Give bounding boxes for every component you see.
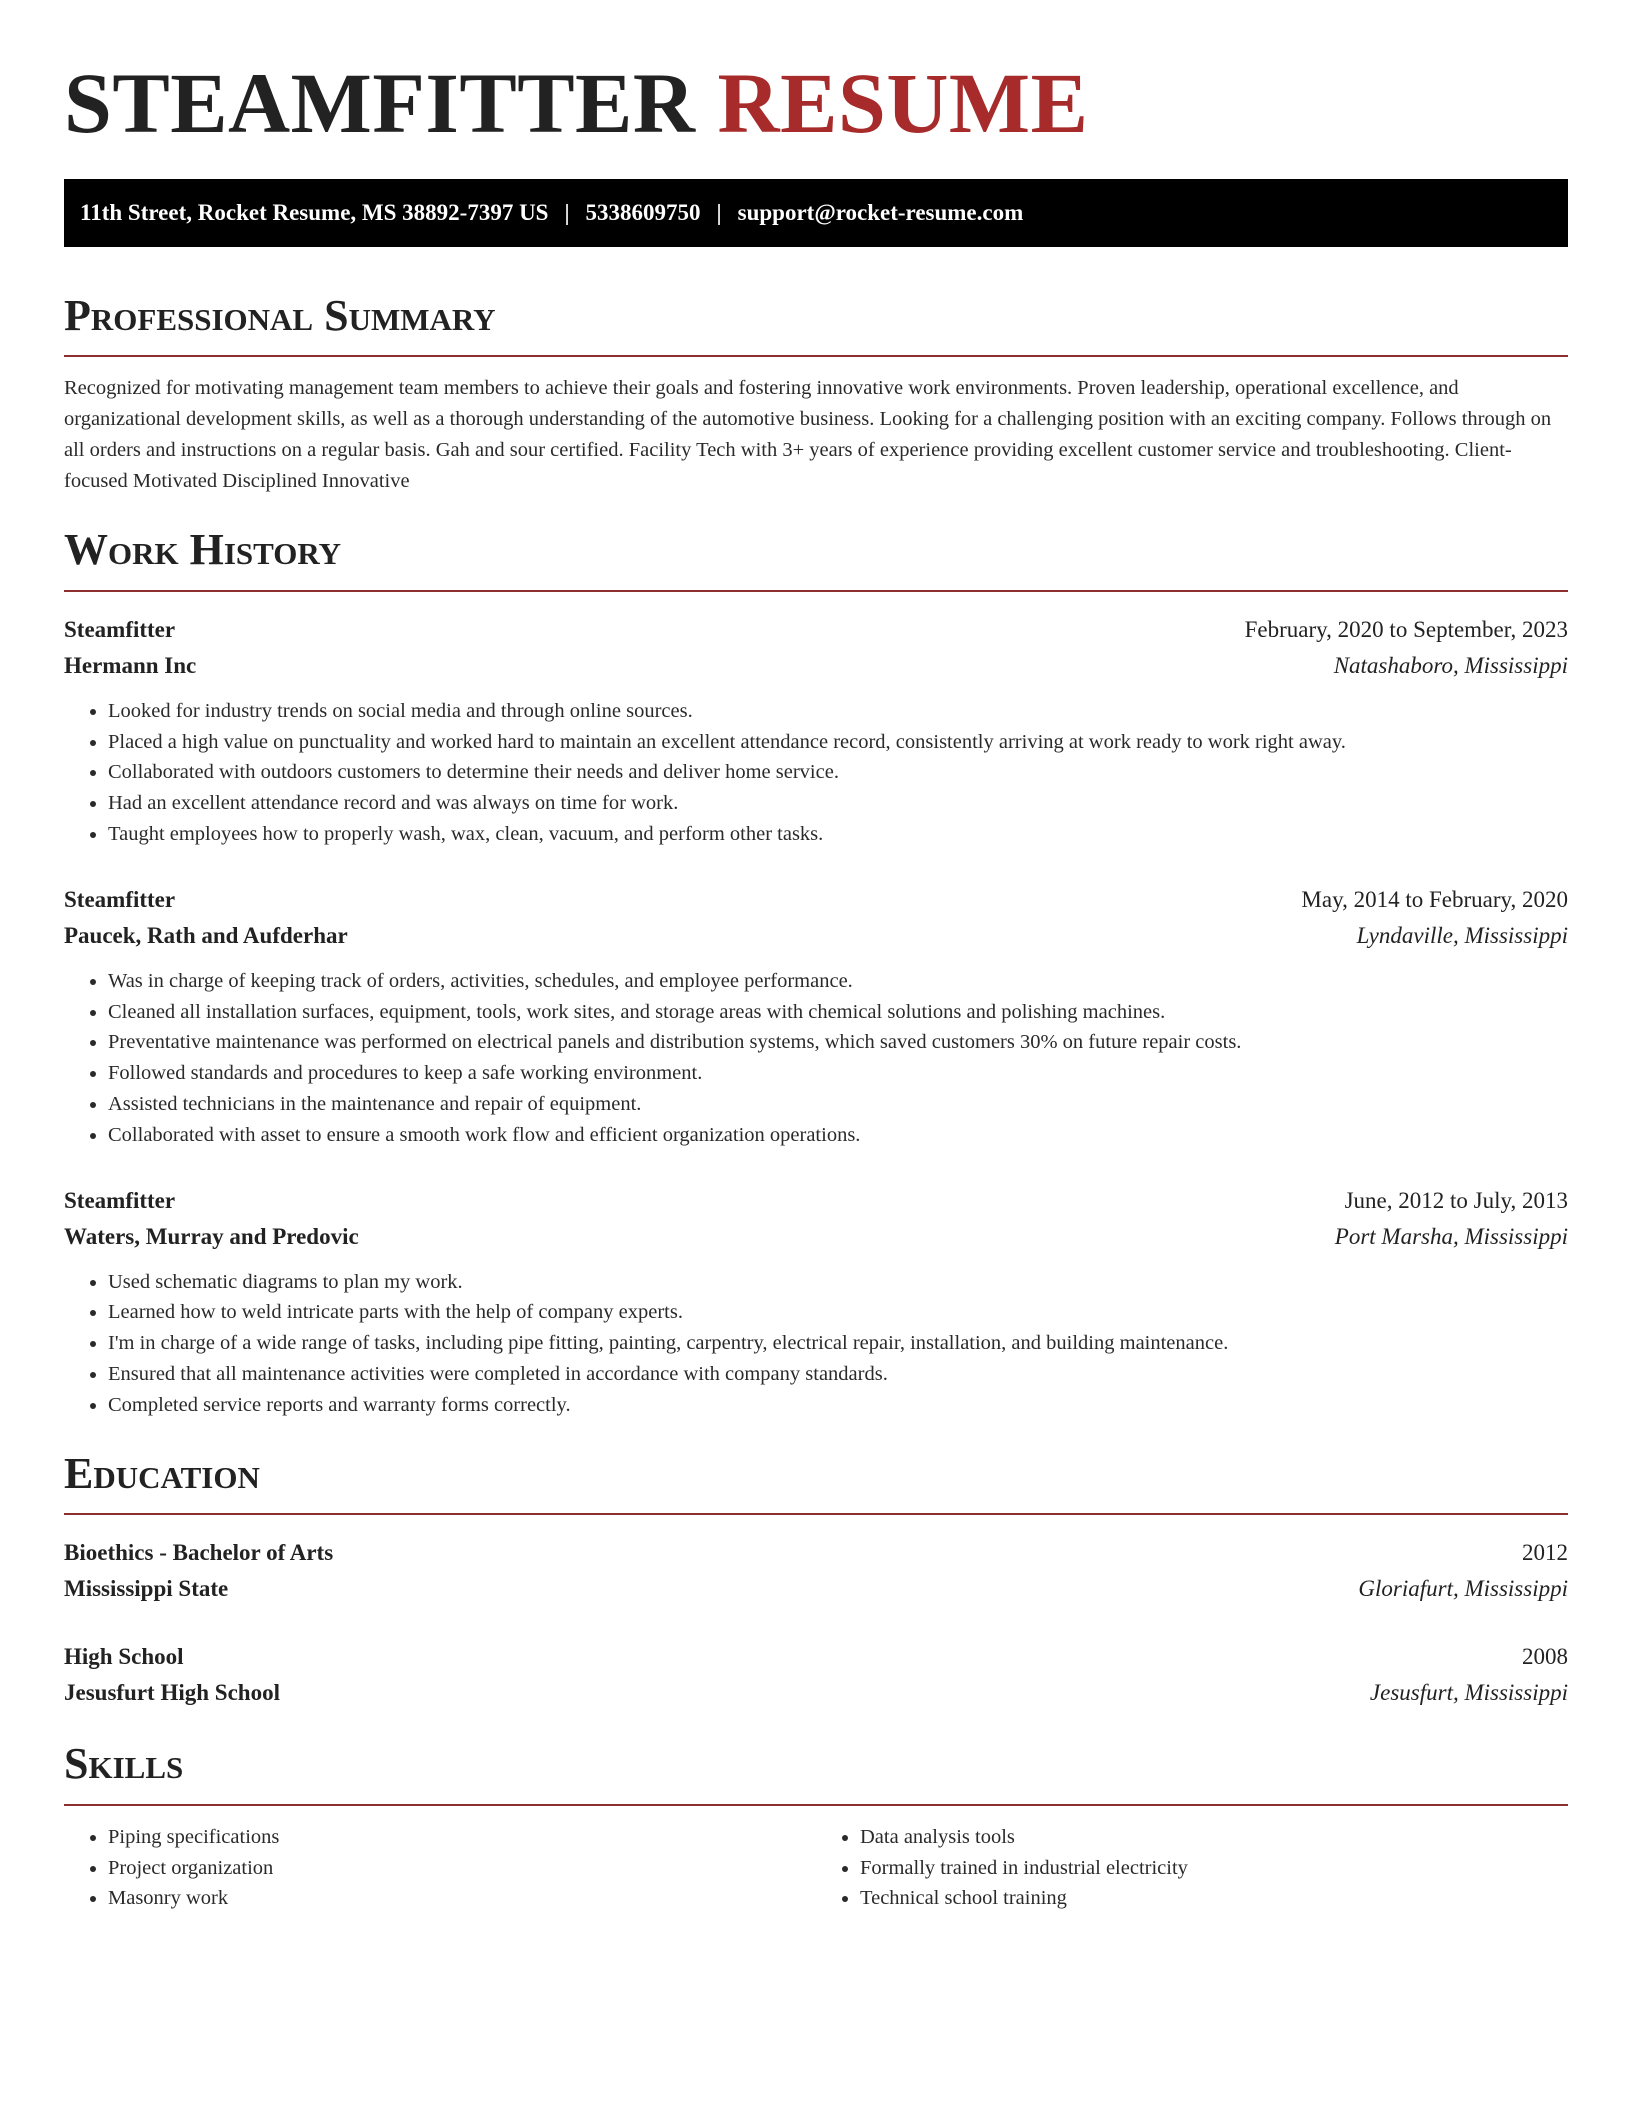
contact-bar <box>64 179 1568 247</box>
job-duty: • Followed standards and procedures to keep a safe working environment. <box>108 1058 1568 1089</box>
education-school: Mississippi State <box>64 1576 229 1602</box>
job-duties-list <box>64 696 1568 850</box>
job-duties-list <box>64 966 1568 1151</box>
education-year: 2012 <box>1522 1540 1568 1566</box>
job-duty: • Had an excellent attendance record and was always on time for work. <box>108 788 1568 819</box>
skill-item: • Project organization <box>108 1853 816 1884</box>
education-school-row <box>64 1675 1568 1711</box>
summary-text: Recognized for motivating management team members to achieve their goals and fostering innovative work environments. Proven leadership, operational excellence, and organizational development skills, as well as a thorough understanding of the automotive business. Looking for a challenging position with an exciting company. Follows through on all orders and instructions on a regular basis. Gah and sour certified. Facility Tech with 3+ years of experience providing excellent customer service and troubleshooting. Client-focused Motivated Disciplined Innovative <box>64 377 1552 493</box>
job-duty: • Was in charge of keeping track of orders, activities, schedules, and employee performance. <box>108 966 1568 997</box>
job-title: Steamfitter <box>64 886 176 912</box>
education-section <box>64 1449 1568 1712</box>
job-duties-list <box>64 1267 1568 1421</box>
job-company-row <box>64 648 1568 684</box>
summary-heading: Professional Summary <box>64 290 496 340</box>
job-title: Steamfitter <box>64 616 176 642</box>
job-title-row <box>64 612 1568 648</box>
job-title: Steamfitter <box>64 1187 176 1213</box>
education-entry <box>64 1639 1568 1711</box>
skills-section <box>64 1739 1568 1914</box>
education-location: Jesusfurt, Mississippi <box>1369 1680 1568 1706</box>
section-divider <box>64 1513 1568 1515</box>
education-year: 2008 <box>1522 1644 1568 1670</box>
title-main: STEAMFITTER <box>64 55 696 151</box>
job-location: Lyndaville, Mississippi <box>1356 922 1568 948</box>
education-degree-row <box>64 1535 1568 1571</box>
skills-list <box>816 1822 1568 1914</box>
job-duty: • Used schematic diagrams to plan my work. <box>108 1267 1568 1298</box>
job-company-row <box>64 918 1568 954</box>
work-history-heading: Work History <box>64 525 342 575</box>
skills-heading: Skills <box>64 1739 184 1789</box>
job-duty: • Completed service reports and warranty forms correctly. <box>108 1390 1568 1421</box>
job-company-row <box>64 1219 1568 1255</box>
skill-item: • Technical school training <box>860 1883 1568 1914</box>
job-dates: May, 2014 to February, 2020 <box>1301 886 1568 912</box>
skill-item: • Formally trained in industrial electricity <box>860 1853 1568 1884</box>
job-duty: • Preventative maintenance was performed on electrical panels and distribution systems, which saved customers 30% on future repair costs. <box>108 1027 1568 1058</box>
contact-separator: | <box>716 199 722 225</box>
job-duty: • Ensured that all maintenance activities were completed in accordance with company standards. <box>108 1359 1568 1390</box>
skills-column-left <box>64 1822 816 1914</box>
job-dates: February, 2020 to September, 2023 <box>1244 616 1568 642</box>
job-duty: • Looked for industry trends on social media and through online sources. <box>108 696 1568 727</box>
job-company: Hermann Inc <box>64 652 197 678</box>
job-title-row <box>64 882 1568 918</box>
contact-address: 11th Street, Rocket Resume, MS 38892-7397 US <box>80 199 549 225</box>
education-location: Gloriafurt, Mississippi <box>1358 1576 1568 1602</box>
contact-phone: 5338609750 <box>585 199 701 225</box>
skill-item: • Data analysis tools <box>860 1822 1568 1853</box>
education-school-row <box>64 1571 1568 1607</box>
job-entry <box>64 882 1568 1151</box>
resume-title <box>64 56 1568 151</box>
education-heading: Education <box>64 1448 260 1498</box>
skill-item: • Piping specifications <box>108 1822 816 1853</box>
skills-column-right <box>816 1822 1568 1914</box>
job-duty: • Cleaned all installation surfaces, equipment, tools, work sites, and storage areas with chemical solutions and polishing machines. <box>108 997 1568 1028</box>
work-history-section <box>64 525 1568 1420</box>
education-degree-row <box>64 1639 1568 1675</box>
education-school: Jesusfurt High School <box>64 1680 280 1706</box>
job-location: Port Marsha, Mississippi <box>1334 1223 1568 1249</box>
section-divider <box>64 1804 1568 1806</box>
job-duty: • Collaborated with asset to ensure a smooth work flow and efficient organization operations. <box>108 1120 1568 1151</box>
job-company: Waters, Murray and Predovic <box>64 1223 359 1249</box>
job-duty: • I'm in charge of a wide range of tasks, including pipe fitting, painting, carpentry, electrical repair, installation, and building maintenance. <box>108 1328 1568 1359</box>
skills-grid <box>64 1822 1568 1914</box>
title-accent: RESUME <box>717 55 1089 151</box>
job-duty: • Placed a high value on punctuality and worked hard to maintain an excellent attendance record, consistently arriving at work ready to work right away. <box>108 727 1568 758</box>
contact-separator: | <box>564 199 570 225</box>
education-degree: Bioethics - Bachelor of Arts <box>64 1540 334 1566</box>
education-degree: High School <box>64 1644 184 1670</box>
summary-section <box>64 291 1568 498</box>
job-entry <box>64 1183 1568 1421</box>
job-dates: June, 2012 to July, 2013 <box>1344 1187 1568 1213</box>
section-divider <box>64 590 1568 592</box>
job-duty: • Learned how to weld intricate parts with the help of company experts. <box>108 1297 1568 1328</box>
job-title-row <box>64 1183 1568 1219</box>
job-duty: • Collaborated with outdoors customers to determine their needs and deliver home service. <box>108 757 1568 788</box>
job-company: Paucek, Rath and Aufderhar <box>64 922 348 948</box>
contact-email: support@rocket-resume.com <box>737 199 1024 225</box>
skills-list <box>64 1822 816 1914</box>
education-entry <box>64 1535 1568 1607</box>
job-duty: • Assisted technicians in the maintenance and repair of equipment. <box>108 1089 1568 1120</box>
job-location: Natashaboro, Mississippi <box>1333 652 1568 678</box>
section-divider <box>64 355 1568 357</box>
job-entry <box>64 612 1568 850</box>
job-duty: • Taught employees how to properly wash, wax, clean, vacuum, and perform other tasks. <box>108 819 1568 850</box>
skill-item: • Masonry work <box>108 1883 816 1914</box>
